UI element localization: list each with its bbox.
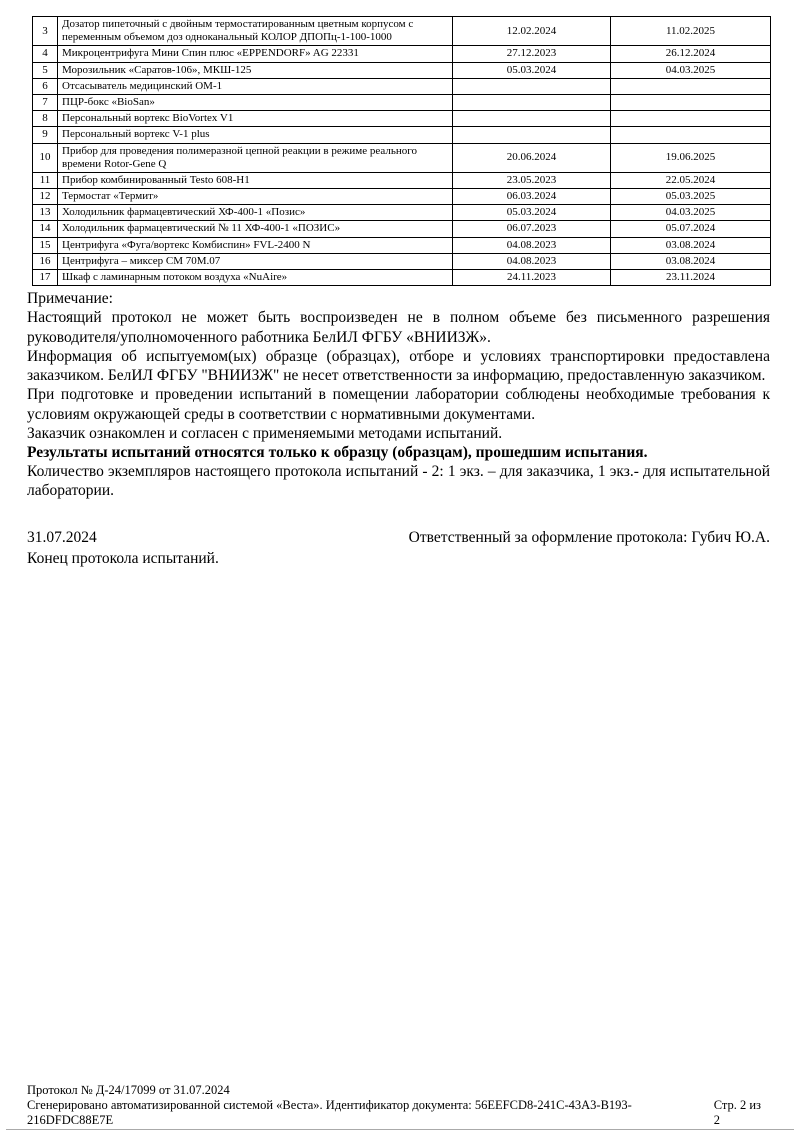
table-row <box>33 189 771 205</box>
notes-section <box>27 289 770 500</box>
cell-valid-until-date: 03.08.2024 <box>611 253 771 269</box>
cell-verification-date: 05.03.2024 <box>453 205 611 221</box>
cell-number: 4 <box>33 46 58 62</box>
cell-number: 9 <box>33 127 58 143</box>
bottom-divider <box>6 1129 794 1130</box>
cell-number: 13 <box>33 205 58 221</box>
cell-equipment-name: Персональный вортекс BioVortex V1 <box>58 111 453 127</box>
cell-valid-until-date: 11.02.2025 <box>611 17 771 46</box>
note-paragraph: Информация об испытуемом(ых) образце (образцах), отборе и условиях транспортировки предоставлена заказчиком. БелИЛ ФГБУ "ВНИИЗЖ" не несет ответственности за информацию, предоставленную заказчиком. <box>27 347 770 385</box>
cell-valid-until-date: 04.03.2025 <box>611 205 771 221</box>
table-row <box>33 270 771 286</box>
equipment-table-body <box>33 17 771 286</box>
note-paragraph: Результаты испытаний относятся только к образцу (образцам), прошедшим испытания. <box>27 443 648 461</box>
note-paragraph: Количество экземпляров настоящего протокола испытаний - 2: 1 экз. – для заказчика, 1 экз.- для испытательной лаборатории. <box>27 463 770 500</box>
table-row <box>33 94 771 110</box>
cell-verification-date <box>453 127 611 143</box>
cell-verification-date: 05.03.2024 <box>453 62 611 78</box>
cell-equipment-name: Центрифуга – миксер СМ 70М.07 <box>58 253 453 269</box>
cell-valid-until-date: 22.05.2024 <box>611 172 771 188</box>
cell-verification-date: 24.11.2023 <box>453 270 611 286</box>
cell-number: 6 <box>33 78 58 94</box>
cell-number: 17 <box>33 270 58 286</box>
cell-number: 15 <box>33 237 58 253</box>
footer-generated-info: Сгенерировано автоматизированной системой «Веста». Идентификатор документа: 56EEFCD8-241C-43A3-B193-216DFDC88E7E <box>27 1098 632 1127</box>
cell-equipment-name: Холодильник фармацевтический ХФ-400-1 «Позис» <box>58 205 453 221</box>
note-paragraph: Настоящий протокол не может быть воспроизведен не в полном объеме без письменного разрешения руководителя/уполномоченного работника БелИЛ ФГБУ «ВНИИЗЖ». <box>27 309 770 346</box>
table-row <box>33 221 771 237</box>
cell-verification-date: 23.05.2023 <box>453 172 611 188</box>
cell-number: 16 <box>33 253 58 269</box>
cell-number: 7 <box>33 94 58 110</box>
cell-valid-until-date: 05.07.2024 <box>611 221 771 237</box>
table-row <box>33 62 771 78</box>
cell-valid-until-date: 23.11.2024 <box>611 270 771 286</box>
cell-verification-date: 04.08.2023 <box>453 253 611 269</box>
cell-equipment-name: Дозатор пипеточный с двойным термостатированным цветным корпусом с переменным объемом доз одноканальный КОЛОР ДПОПц-1-100-1000 <box>58 17 453 46</box>
footer-protocol-number: Протокол № Д-24/17099 от 31.07.2024 <box>27 1082 230 1097</box>
footer-page-number: Стр. 2 из 2 <box>713 1098 761 1127</box>
equipment-table <box>32 16 771 286</box>
cell-verification-date: 06.07.2023 <box>453 221 611 237</box>
cell-number: 3 <box>33 17 58 46</box>
cell-number: 11 <box>33 172 58 188</box>
note-paragraph: При подготовке и проведении испытаний в помещении лаборатории соблюдены необходимые требования к условиям окружающей среды в соответствии с нормативными документами. <box>27 386 770 423</box>
cell-valid-until-date: 19.06.2025 <box>611 143 771 172</box>
responsible-person: Ответственный за оформление протокола: Губич Ю.А. <box>408 528 770 546</box>
note-paragraph: Заказчик ознакомлен и согласен с применяемыми методами испытаний. <box>27 424 503 442</box>
cell-valid-until-date <box>611 111 771 127</box>
cell-verification-date <box>453 78 611 94</box>
cell-valid-until-date: 04.03.2025 <box>611 62 771 78</box>
notes-paragraphs <box>27 308 770 500</box>
cell-equipment-name: Персональный вортекс V-1 plus <box>58 127 453 143</box>
cell-valid-until-date <box>611 94 771 110</box>
end-of-protocol: Конец протокола испытаний. <box>27 549 219 567</box>
cell-equipment-name: Прибор комбинированный Testo 608-H1 <box>58 172 453 188</box>
cell-verification-date: 06.03.2024 <box>453 189 611 205</box>
cell-equipment-name: Термостат «Термит» <box>58 189 453 205</box>
cell-number: 5 <box>33 62 58 78</box>
cell-equipment-name: Отсасыватель медицинский ОМ-1 <box>58 78 453 94</box>
cell-number: 12 <box>33 189 58 205</box>
notes-title: Примечание: <box>27 290 113 308</box>
cell-equipment-name: Микроцентрифуга Мини Спин плюс «EPPENDORF» AG 22331 <box>58 46 453 62</box>
table-row <box>33 143 771 172</box>
page-footer <box>27 1083 770 1127</box>
cell-verification-date <box>453 111 611 127</box>
cell-equipment-name: Холодильник фармацевтический № 11 ХФ-400-1 «ПОЗИС» <box>58 221 453 237</box>
cell-verification-date: 20.06.2024 <box>453 143 611 172</box>
cell-number: 14 <box>33 221 58 237</box>
table-row <box>33 253 771 269</box>
table-row <box>33 46 771 62</box>
cell-number: 10 <box>33 143 58 172</box>
cell-valid-until-date <box>611 127 771 143</box>
table-row <box>33 172 771 188</box>
signature-row <box>27 529 770 547</box>
cell-equipment-name: Морозильник «Саратов-106», МКШ-125 <box>58 62 453 78</box>
cell-valid-until-date: 26.12.2024 <box>611 46 771 62</box>
cell-valid-until-date: 05.03.2025 <box>611 189 771 205</box>
cell-verification-date: 12.02.2024 <box>453 17 611 46</box>
table-row <box>33 205 771 221</box>
cell-equipment-name: Шкаф с ламинарным потоком воздуха «NuAire» <box>58 270 453 286</box>
cell-verification-date: 04.08.2023 <box>453 237 611 253</box>
cell-equipment-name: ПЦР-бокс «BioSan» <box>58 94 453 110</box>
cell-verification-date <box>453 94 611 110</box>
table-row <box>33 17 771 46</box>
cell-valid-until-date: 03.08.2024 <box>611 237 771 253</box>
cell-valid-until-date <box>611 78 771 94</box>
table-row <box>33 78 771 94</box>
table-row <box>33 111 771 127</box>
cell-verification-date: 27.12.2023 <box>453 46 611 62</box>
document-content <box>27 16 770 568</box>
table-row <box>33 237 771 253</box>
cell-equipment-name: Прибор для проведения полимеразной цепной реакции в режиме реального времени Rotor-Gene Q <box>58 143 453 172</box>
protocol-date: 31.07.2024 <box>27 528 97 546</box>
cell-number: 8 <box>33 111 58 127</box>
cell-equipment-name: Центрифуга «Фуга/вортекс Комбиспин» FVL-2400 N <box>58 237 453 253</box>
table-row <box>33 127 771 143</box>
